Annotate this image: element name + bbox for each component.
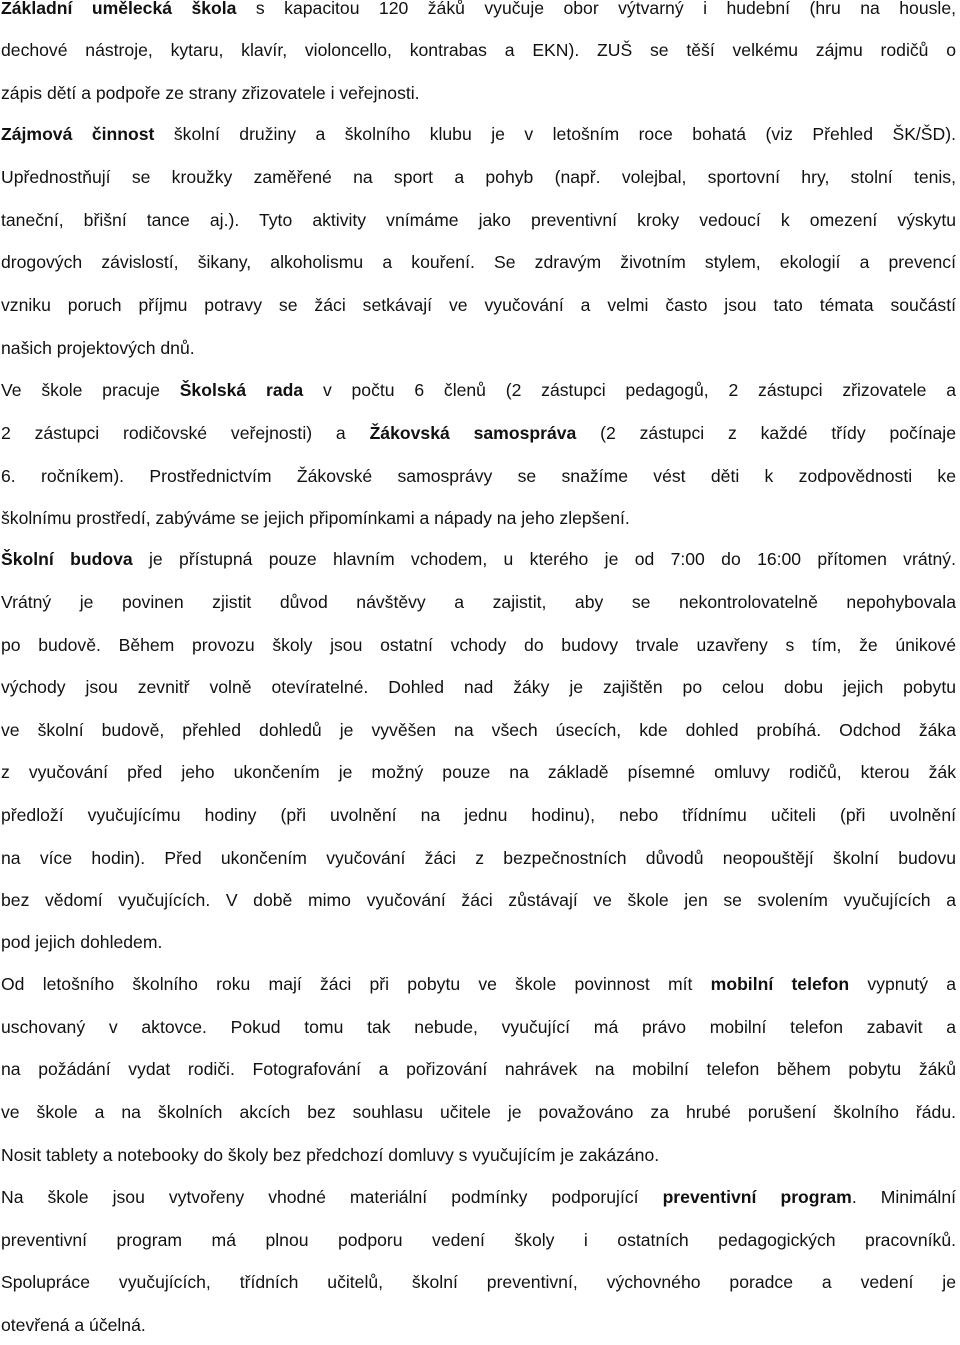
text-run: taneční, břišní tance aj.). Tyto aktivity vnímáme jako preventivní kroky vedoucí k omezení výskytu — [1, 210, 956, 230]
text-run: na požádání vydat rodiči. Fotografování a pořizování nahrávek na mobilní telefon během pobytu žáků — [1, 1059, 956, 1079]
text-line — [1, 677, 956, 707]
text-line — [1, 252, 956, 282]
bold-text: mobilní telefon — [710, 974, 850, 994]
text-run: vypnutý a — [849, 974, 956, 994]
text-line — [1, 423, 956, 453]
text-line — [1, 380, 956, 410]
text-line — [1, 1187, 956, 1217]
text-line — [1, 295, 956, 325]
text-run: drogových závislostí, šikany, alkoholismu a kouření. Se zdravým životním stylem, ekologií a prevencí — [1, 252, 956, 272]
text-run: 6. ročníkem). Prostřednictvím Žákovské samosprávy se snažíme vést děti k zodpovědnosti ke — [1, 466, 956, 486]
text-run: (2 zástupci z každé třídy počínaje — [576, 423, 956, 443]
text-run: zápis dětí a podpoře ze strany zřizovatele i veřejnosti. — [1, 83, 420, 103]
text-run: Ve škole pracuje — [1, 380, 180, 400]
text-run: Vrátný je povinen zjistit důvod návštěvy a zajistit, aby se nekontrolovatelně nepohybovala — [1, 592, 956, 612]
text-run: z vyučování před jeho ukončením je možný pouze na základě písemné omluvy rodičů, kterou žák — [1, 762, 956, 782]
text-line — [1, 0, 956, 28]
text-run: je přístupná pouze hlavním vchodem, u kterého je od 7:00 do 16:00 přítomen vrátný. — [132, 549, 956, 569]
text-line — [1, 890, 956, 920]
text-line — [1, 974, 956, 1004]
text-line — [1, 338, 956, 368]
text-line — [1, 210, 956, 240]
text-run: předloží vyučujícímu hodiny (při uvolnění na jednu hodinu), nebo třídnímu učiteli (při uvolnění — [1, 805, 956, 825]
text-run: v počtu 6 členů (2 zástupci pedagogů, 2 zástupci zřizovatele a — [303, 380, 956, 400]
text-line — [1, 1102, 956, 1132]
text-line — [1, 1145, 956, 1175]
text-run: bez vědomí vyučujících. V době mimo vyučování žáci zůstávají ve škole jen se svolením vyučujících a — [1, 890, 956, 910]
text-run: vzniku poruch příjmu potravy se žáci setkávají ve vyučování a velmi často jsou tato témata součástí — [1, 295, 956, 315]
bold-text: Základní umělecká škola — [1, 0, 237, 18]
text-run: Upřednostňují se kroužky zaměřené na sport a pohyb (např. volejbal, sportovní hry, stolní tenis, — [1, 167, 956, 187]
bold-text: Školní budova — [1, 549, 133, 569]
text-run: Spolupráce vyučujících, třídních učitelů, školní preventivní, výchovného poradce a vedení je — [1, 1272, 956, 1292]
text-line — [1, 762, 956, 792]
bold-text: Žákovská samospráva — [369, 423, 577, 443]
text-run: . Minimální — [851, 1187, 956, 1207]
text-line — [1, 1230, 956, 1260]
text-run: Nosit tablety a notebooky do školy bez předchozí domluvy s vyučujícím je zakázáno. — [1, 1145, 660, 1165]
text-line — [1, 805, 956, 835]
text-run: na více hodin). Před ukončením vyučování žáci z bezpečnostních důvodů neopouštějí školní budovu — [1, 848, 956, 868]
text-line — [1, 848, 956, 878]
text-run: východy jsou zevnitř volně otevíratelné. Dohled nad žáky je zajištěn po celou dobu jejich pobytu — [1, 677, 956, 697]
text-run: pod jejich dohledem. — [1, 932, 163, 952]
text-line — [1, 1017, 956, 1047]
text-line — [1, 1315, 956, 1345]
text-run: otevřená a účelná. — [1, 1315, 146, 1335]
text-line — [1, 1059, 956, 1089]
text-line — [1, 508, 956, 538]
text-run: dechové nástroje, kytaru, klavír, violoncello, kontrabas a EKN). ZUŠ se těší velkému zájmu rodičů o — [1, 40, 956, 60]
text-line — [1, 124, 956, 154]
text-run: po budově. Během provozu školy jsou ostatní vchody do budovy trvale uzavřeny s tím, že únikové — [1, 635, 956, 655]
text-run: školní družiny a školního klubu je v letošním roce bohatá (viz Přehled ŠK/ŠD). — [154, 124, 956, 144]
bold-text: Zájmová činnost — [1, 124, 155, 144]
bold-text: preventivní program — [662, 1187, 852, 1207]
text-line — [1, 635, 956, 665]
text-line — [1, 83, 956, 113]
text-line — [1, 1272, 956, 1302]
text-line — [1, 592, 956, 622]
text-run: školnímu prostředí, zabýváme se jejich připomínkami a nápady na jeho zlepšení. — [1, 508, 630, 528]
text-line — [1, 720, 956, 750]
text-line — [1, 549, 956, 579]
text-run: Na škole jsou vytvořeny vhodné materiální podmínky podporující — [1, 1187, 663, 1207]
text-run: s kapacitou 120 žáků vyučuje obor výtvarný i hudební (hru na housle, — [236, 0, 956, 18]
text-run: ve školní budově, přehled dohledů je vyvěšen na všech úsecích, kde dohled probíhá. Odchod žáka — [1, 720, 956, 740]
text-run: preventivní program má plnou podporu vedení školy i ostatních pedagogických pracovníků. — [1, 1230, 956, 1250]
text-line — [1, 932, 956, 962]
text-line — [1, 167, 956, 197]
text-run: uschovaný v aktovce. Pokud tomu tak nebude, vyučující má právo mobilní telefon zabavit a — [1, 1017, 956, 1037]
text-line — [1, 40, 956, 70]
text-line — [1, 466, 956, 496]
text-run: Od letošního školního roku mají žáci při pobytu ve škole povinnost mít — [1, 974, 711, 994]
text-run: 2 zástupci rodičovské veřejnosti) a — [1, 423, 370, 443]
bold-text: Školská rada — [179, 380, 304, 400]
text-run: našich projektových dnů. — [1, 338, 195, 358]
text-run: ve škole a na školních akcích bez souhlasu učitele je považováno za hrubé porušení školního řádu. — [1, 1102, 956, 1122]
